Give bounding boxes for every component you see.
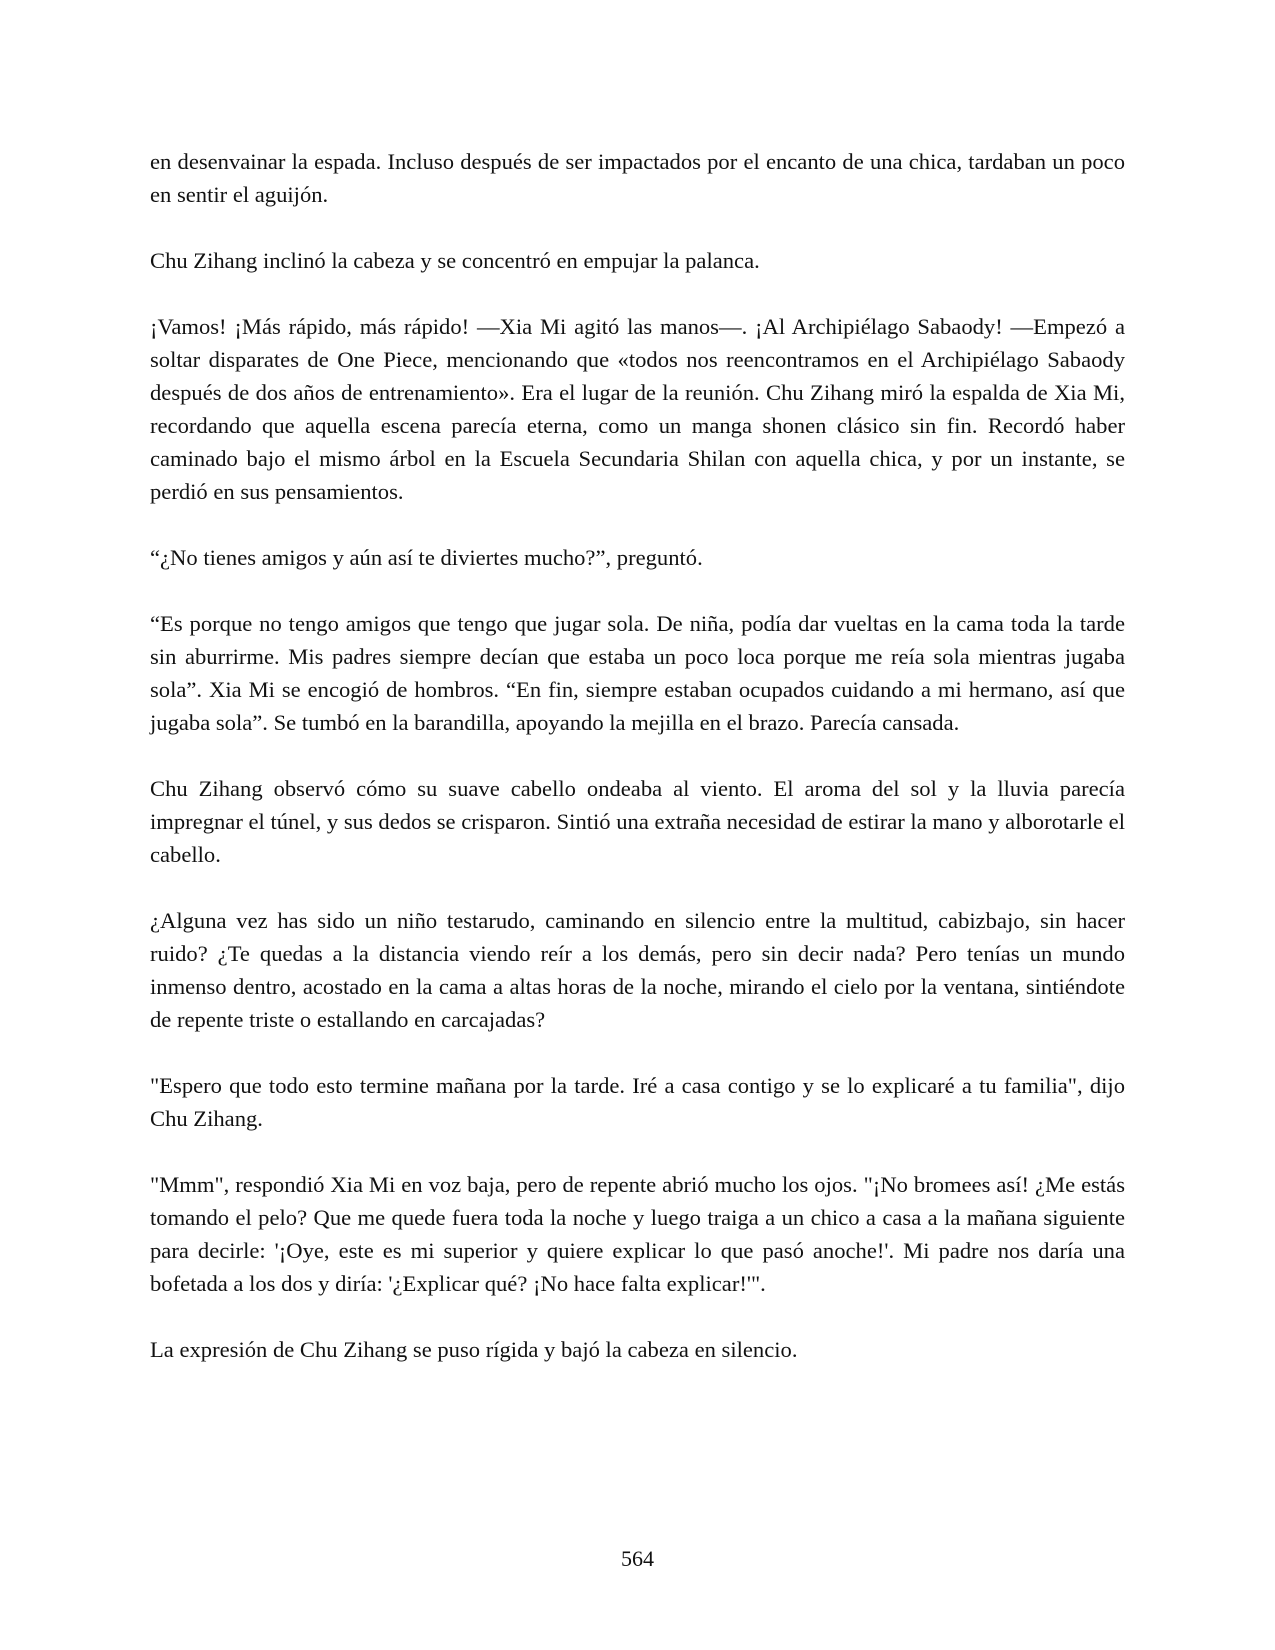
page-number: 564 [621, 1546, 654, 1571]
paragraph-5: “Es porque no tengo amigos que tengo que jugar sola. De niña, podía dar vueltas en la cama toda la tarde sin aburrirme. Mis padres siempre decían que estaba un poco loca porque me reía sola mientras jugaba sola”. Xia Mi se encogió de hombros. “En fin, siempre estaban ocupados cuidando a mi hermano, así que jugaba sola”. Se tumbó en la barandilla, apoyando la mejilla en el brazo. Parecía cansada. [150, 611, 1125, 735]
text-body [150, 145, 1125, 1366]
paragraph-10: La expresión de Chu Zihang se puso rígida y bajó la cabeza en silencio. [150, 1337, 798, 1362]
paragraph-3: ¡Vamos! ¡Más rápido, más rápido! —Xia Mi agitó las manos—. ¡Al Archipiélago Sabaody! —Empezó a soltar disparates de One Piece, mencionando que «todos nos reencontramos en el Archipiélago Sabaody después de dos años de entrenamiento». Era el lugar de la reunión. Chu Zihang miró la espalda de Xia Mi, recordando que aquella escena parecía eterna, como un manga shonen clásico sin fin. Recordó haber caminado bajo el mismo árbol en la Escuela Secundaria Shilan con aquella chica, y por un instante, se perdió en sus pensamientos. [150, 314, 1125, 504]
paragraph-7: ¿Alguna vez has sido un niño testarudo, caminando en silencio entre la multitud, cabizbajo, sin hacer ruido? ¿Te quedas a la distancia viendo reír a los demás, pero sin decir nada? Pero tenías un mundo inmenso dentro, acostado en la cama a altas horas de la noche, mirando el cielo por la ventana, sintiéndote de repente triste o estallando en carcajadas? [150, 908, 1125, 1032]
paragraph-8: "Espero que todo esto termine mañana por la tarde. Iré a casa contigo y se lo explicaré a tu familia", dijo Chu Zihang. [150, 1073, 1125, 1131]
paragraph-2: Chu Zihang inclinó la cabeza y se concentró en empujar la palanca. [150, 248, 760, 273]
paragraph-4: “¿No tienes amigos y aún así te diviertes mucho?”, preguntó. [150, 545, 703, 570]
paragraph-6: Chu Zihang observó cómo su suave cabello ondeaba al viento. El aroma del sol y la lluvia parecía impregnar el túnel, y sus dedos se crisparon. Sintió una extraña necesidad de estirar la mano y alborotarle el cabello. [150, 776, 1125, 867]
paragraph-1: en desenvainar la espada. Incluso después de ser impactados por el encanto de una chica, tardaban un poco en sentir el aguijón. [150, 149, 1125, 207]
paragraph-9: "Mmm", respondió Xia Mi en voz baja, pero de repente abrió mucho los ojos. "¡No bromees así! ¿Me estás tomando el pelo? Que me quede fuera toda la noche y luego traiga a un chico a casa a la mañana siguiente para decirle: '¡Oye, este es mi superior y quiere explicar lo que pasó anoche!'. Mi padre nos daría una bofetada a los dos y diría: '¿Explicar qué? ¡No hace falta explicar!'". [150, 1172, 1125, 1296]
